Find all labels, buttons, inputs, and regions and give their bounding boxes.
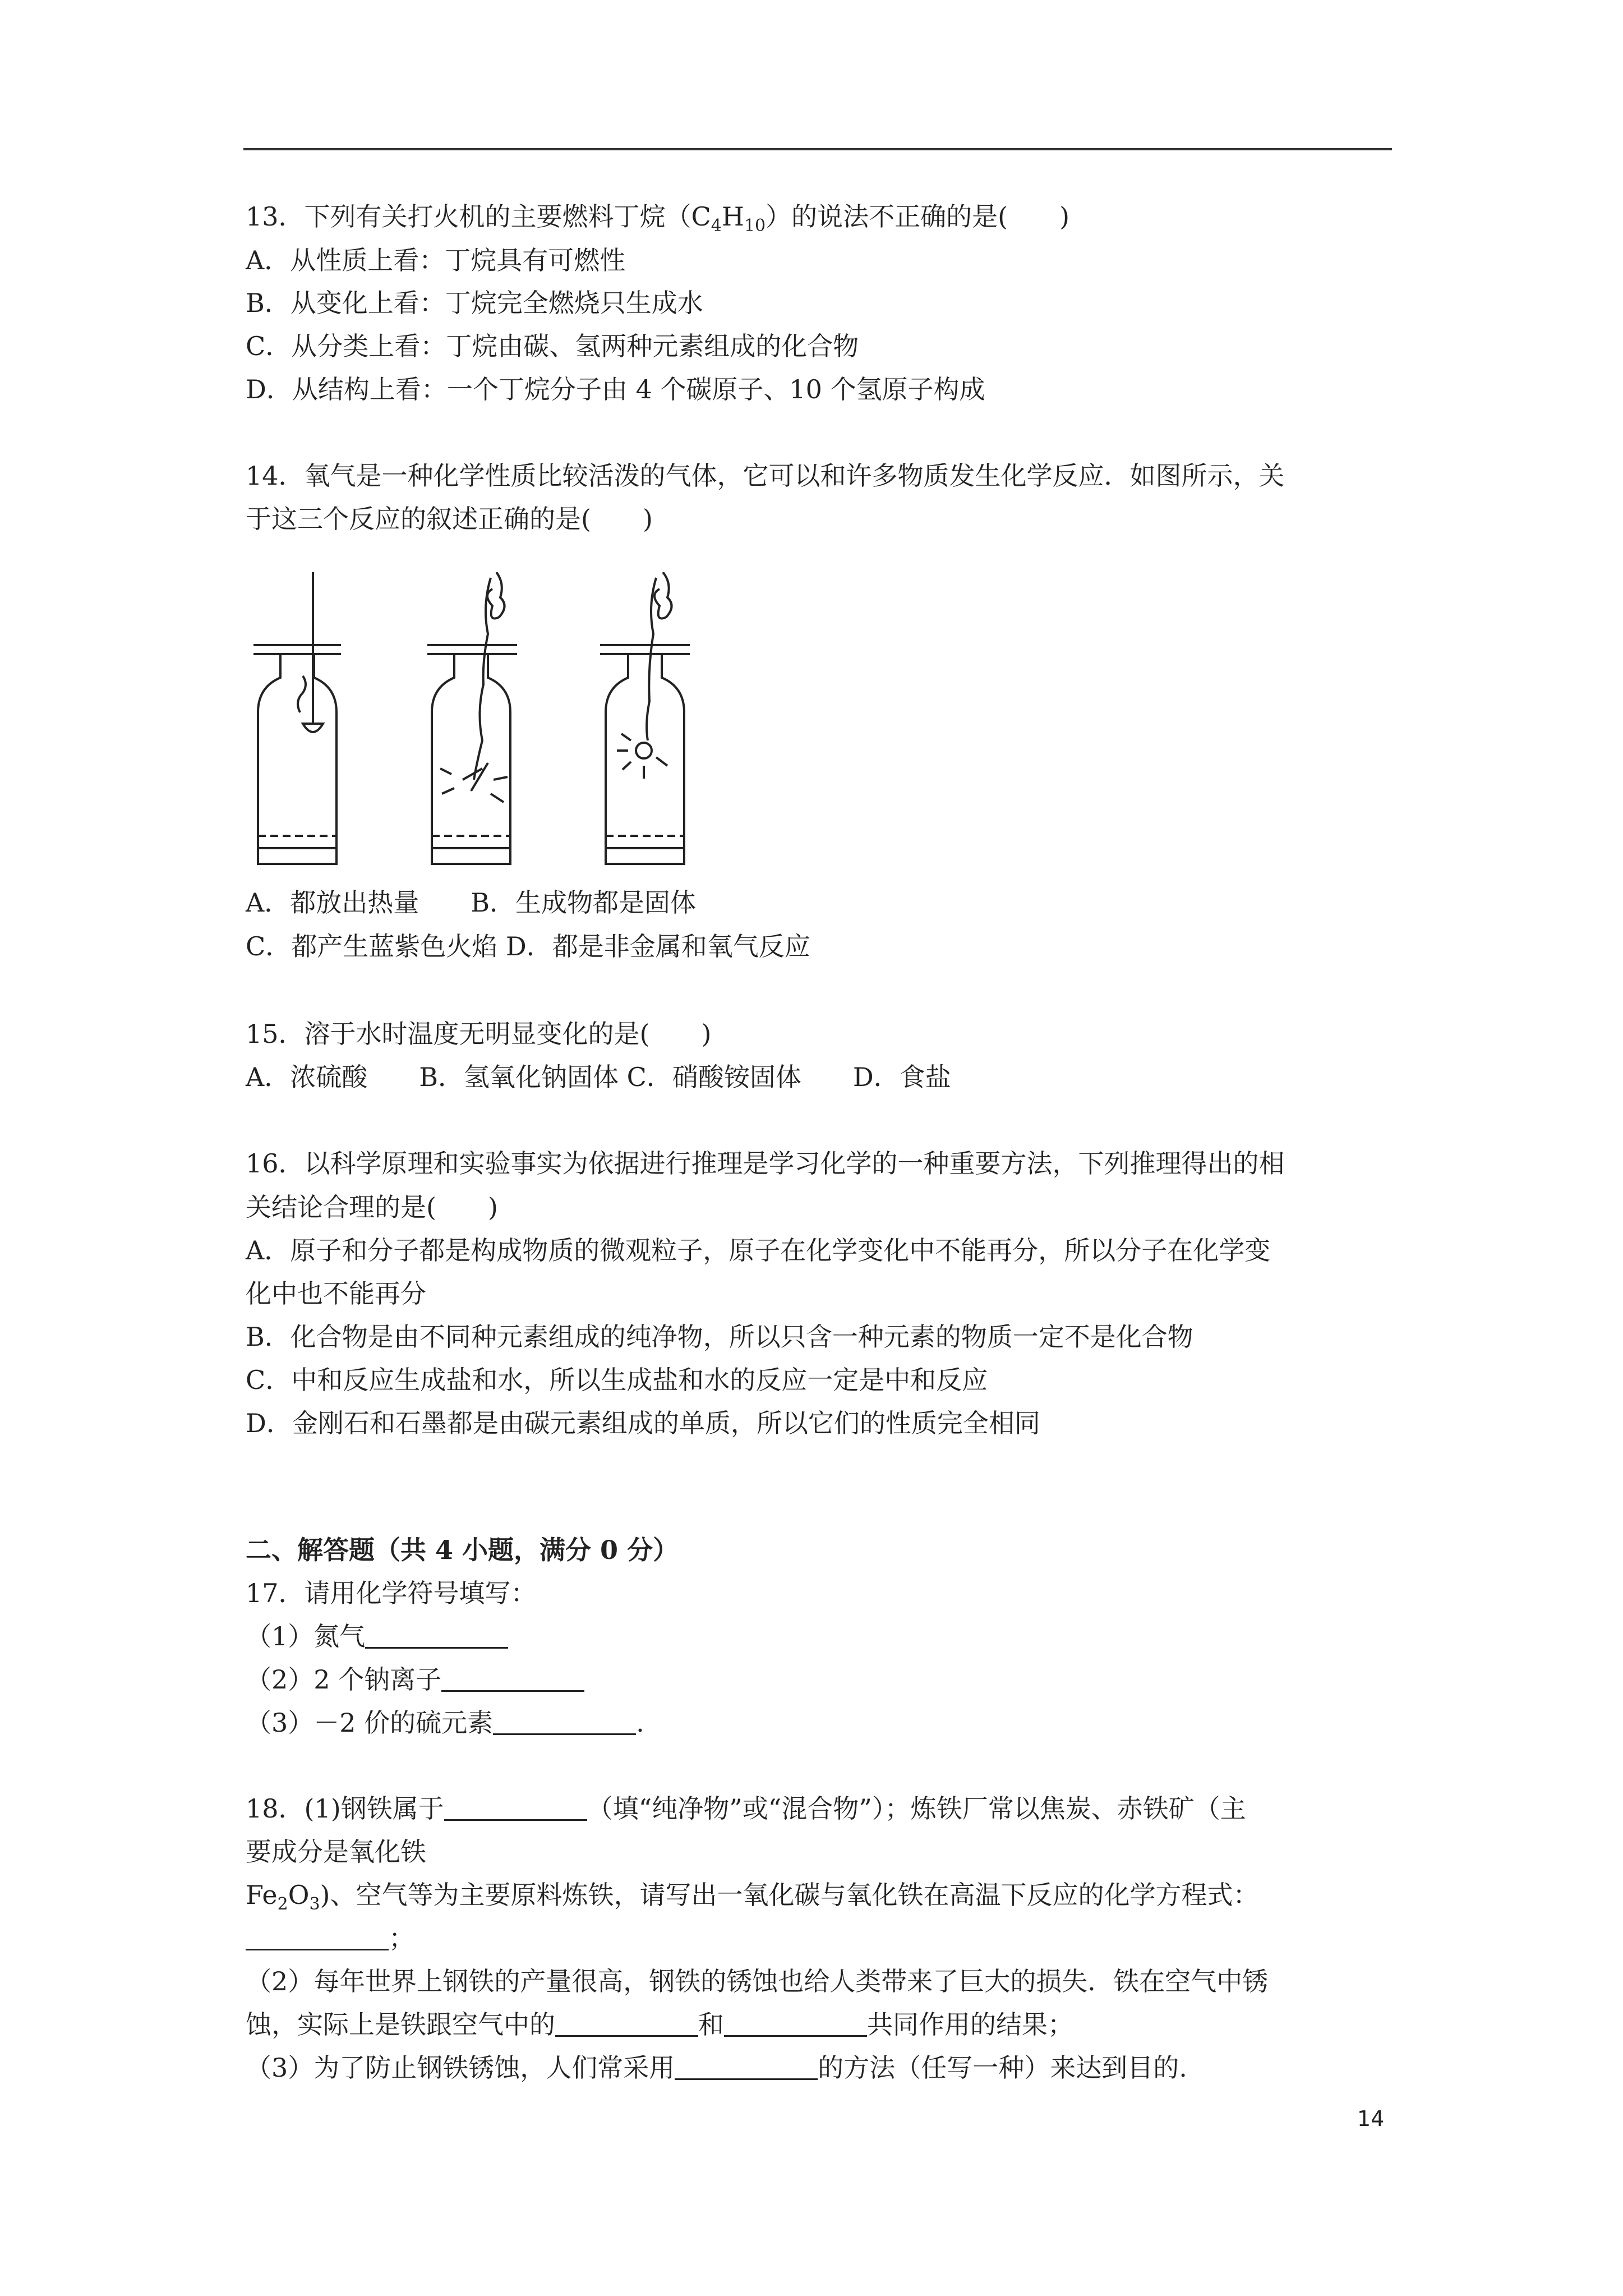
q16-option-b: B．化合物是由不同种元素组成的纯净物，所以只含一种元素的物质一定不是化合物: [246, 1322, 1193, 1352]
q16-option-c: C．中和反应生成盐和水，所以生成盐和水的反应一定是中和反应: [246, 1365, 988, 1395]
q18-line7: （3）为了防止钢铁锈蚀，人们常采用 的方法（任写一种）来达到目的.: [246, 2053, 1187, 2083]
q16-option-a-line2: 化中也不能再分: [246, 1278, 426, 1309]
q13-option-d: D．从结构上看：一个丁烷分子由 4 个碳原子、10 个氢原子构成: [246, 374, 985, 404]
q18-line5: （2）每年世界上钢铁的产量很高，钢铁的锈蚀也给人类带来了巨大的损失．铁在空气中锈: [246, 1966, 1269, 1996]
q14-options-line1: A．都放出热量 B．生成物都是固体: [246, 887, 697, 918]
q14-stem-line1: 14．氧气是一种化学性质比较活泼的气体，它可以和许多物质发生化学反应．如图所示，关: [246, 461, 1285, 491]
q14-options-line2: C．都产生蓝紫色火焰 D．都是非金属和氧气反应: [246, 931, 810, 961]
answer-blank[interactable]: [441, 1665, 584, 1692]
combustion-jars-figure: [241, 572, 746, 875]
q15-options: A．浓硫酸 B．氢氧化钠固体 C．硝酸铵固体 D．食盐: [246, 1062, 951, 1092]
answer-blank[interactable]: [246, 1924, 389, 1950]
q13-option-c: C．从分类上看：丁烷由碳、氢两种元素组成的化合物: [246, 331, 859, 361]
answer-blank[interactable]: [724, 2010, 867, 2037]
q16-option-a-line1: A．原子和分子都是构成物质的微观粒子，原子在化学变化中不能再分，所以分子在化学变: [246, 1235, 1271, 1266]
answer-blank[interactable]: [555, 2010, 698, 2037]
header-rule: [243, 148, 1392, 150]
answer-blank[interactable]: [493, 1709, 636, 1735]
q16-option-d: D．金刚石和石墨都是由碳元素组成的单质，所以它们的性质完全相同: [246, 1408, 1040, 1438]
q17-part1: （1）氮气: [246, 1621, 508, 1652]
answer-blank[interactable]: [444, 1795, 587, 1821]
q17-stem: 17．请用化学符号填写：: [246, 1578, 537, 1608]
q18-line6: 蚀，实际上是铁跟空气中的 和 共同作用的结果；: [246, 2009, 1073, 2040]
jar-1-sulfur: [253, 572, 341, 864]
section-heading: 二、解答题（共 4 小题，满分 0 分）: [246, 1535, 679, 1565]
jar-3-iron: [600, 572, 690, 864]
q17-part2: （2）2 个钠离子: [246, 1664, 584, 1695]
answer-blank[interactable]: [365, 1622, 508, 1649]
q13-stem: 13．下列有关打火机的主要燃料丁烷$(C_4H_{10})$的说法不正确的是( ): [246, 201, 1070, 236]
q16-stem-line2: 关结论合理的是( ): [246, 1192, 498, 1222]
q17-part3: （3）－2 价的硫元素 .: [246, 1708, 644, 1738]
q18-line2: 要成分是氧化铁: [246, 1837, 426, 1867]
q18-line3: $Fe_2O_3$)、空气等为主要原料炼铁，请写出一氧化碳与氧化铁在高温下反应的化学方程式：: [246, 1880, 1259, 1914]
page-number: 14: [1357, 2106, 1385, 2131]
jar-2-carbon: [427, 572, 517, 864]
q18-line1: 18．(1)钢铁属于 （填“纯净物”或“混合物”）；炼铁厂常以焦炭、赤铁矿（主: [246, 1793, 1246, 1824]
q13-option-b: B．从变化上看：丁烷完全燃烧只生成水: [246, 288, 703, 318]
answer-blank[interactable]: [675, 2054, 818, 2080]
q14-stem-line2: 于这三个反应的叙述正确的是( ): [246, 504, 653, 534]
q16-stem-line1: 16．以科学原理和实验事实为依据进行推理是学习化学的一种重要方法，下列推理得出的相: [246, 1148, 1285, 1179]
q13-option-a: A．从性质上看：丁烷具有可燃性: [246, 245, 626, 275]
q15-stem: 15．溶于水时温度无明显变化的是( ): [246, 1019, 712, 1049]
q18-line4: ；: [246, 1922, 414, 1954]
